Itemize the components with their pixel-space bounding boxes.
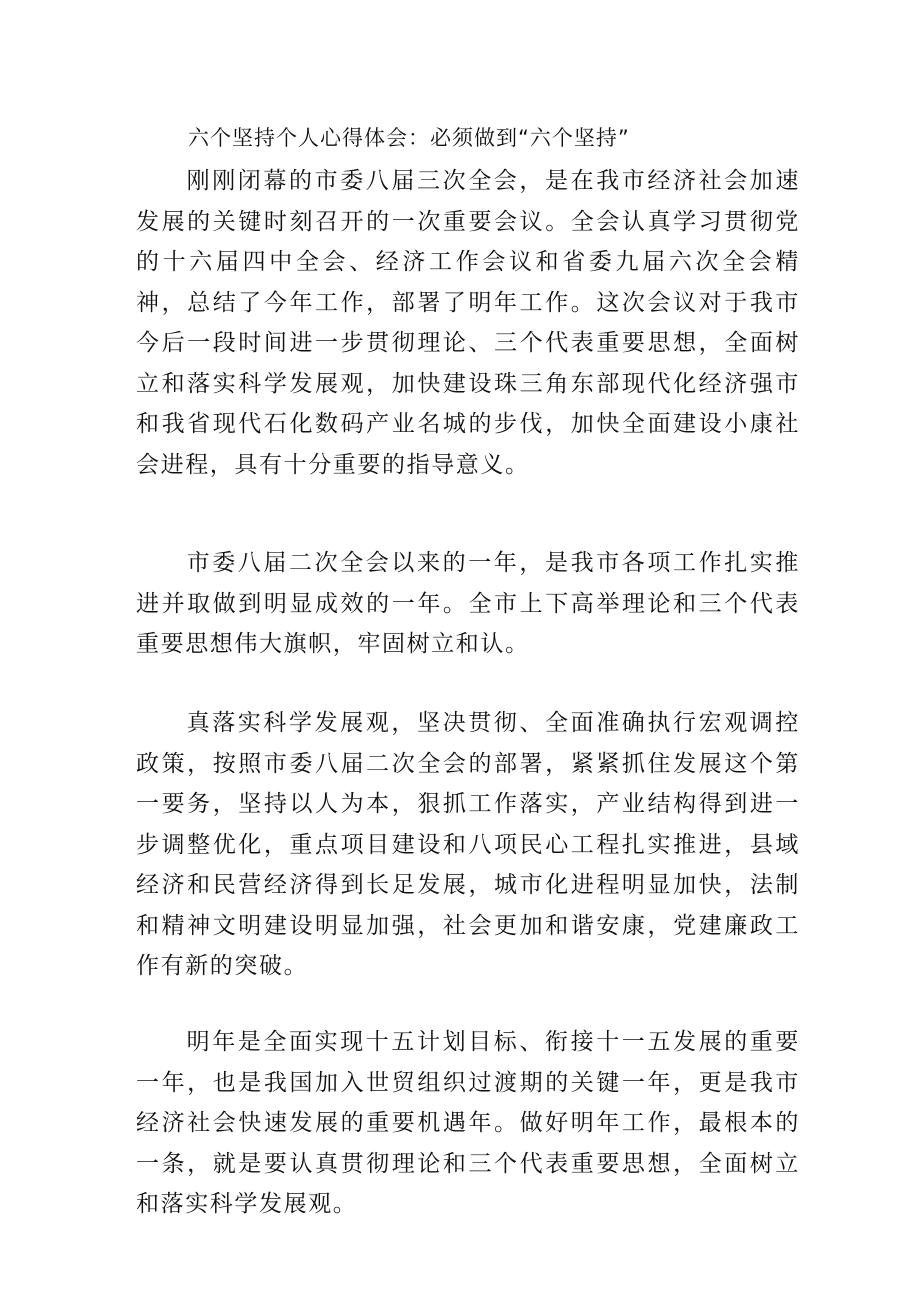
document-title: 六个坚持个人心得体会：必须做到“六个坚持” [188,126,630,150]
paragraph-4: 明年是全面实现十五计划目标、衔接十一五发展的重要一年，也是我国加入世贸组织过渡期的关键一年，更是我市经济社会快速发展的重要机遇年。做好明年工作，最根本的一条，就是要认真贯彻理论和三个代表重要思想，全面树立和落实科学发展观。 [136,1029,800,1217]
paragraph-3: 真落实科学发展观，坚决贯彻、全面准确执行宏观调控政策，按照市委八届二次全会的部署，紧紧抓住发展这个第一要务，坚持以人为本，狠抓工作落实，产业结构得到进一步调整优化，重点项目建设和八项民心工程扎实推进，县域经济和民营经济得到长足发展，城市化进程明显加快，法制和精神文明建设明显加强，社会更加和谐安康，党建廉政工作有新的突破。 [136,710,800,979]
paragraph-1: 刚刚闭幕的市委八届三次全会，是在我市经济社会加速发展的关键时刻召开的一次重要会议。全会认真学习贯彻党的十六届四中全会、经济工作会议和省委九届六次全会精神，总结了今年工作，部署了明年工作。这次会议对于我市今后一段时间进一步贯彻理论、三个代表重要思想，全面树立和落实科学发展观，加快建设珠三角东部现代化经济强市和我省现代石化数码产业名城的步伐，加快全面建设小康社会进程，具有十分重要的指导意义。 [136,168,800,478]
paragraph-2: 市委八届二次全会以来的一年，是我市各项工作扎实推进并取做到明显成效的一年。全市上下高举理论和三个代表重要思想伟大旗帜，牢固树立和认。 [136,550,800,657]
